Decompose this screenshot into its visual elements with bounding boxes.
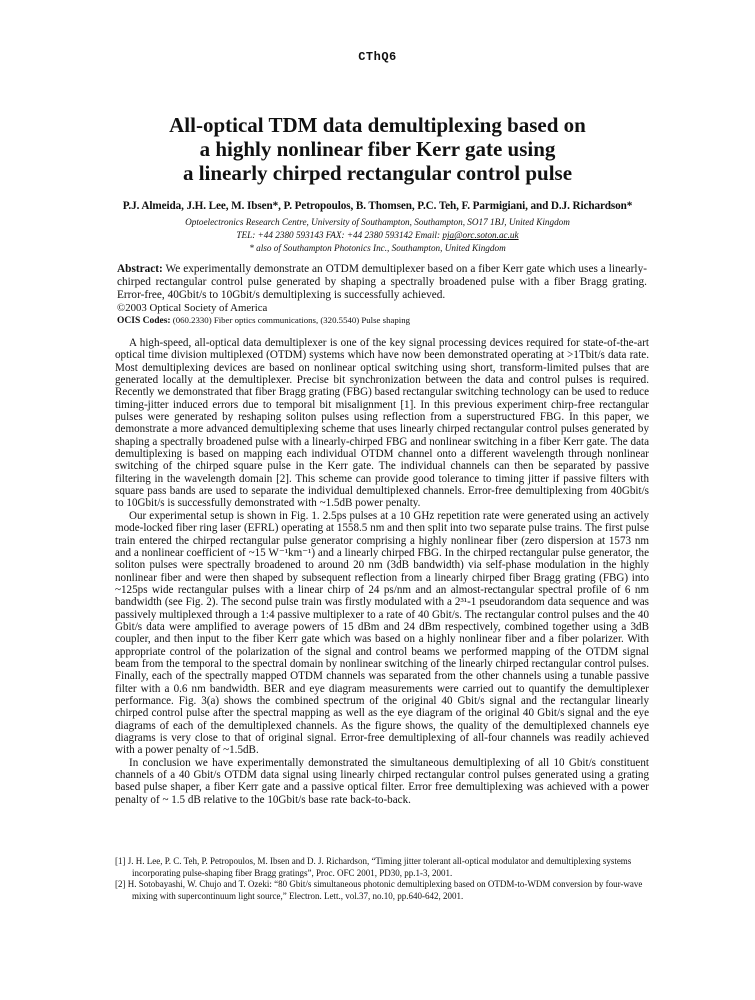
email-link[interactable]: pja@orc.soton.ac.uk [442, 230, 519, 240]
author-list: P.J. Almeida, J.H. Lee, M. Ibsen*, P. Petropoulos, B. Thomsen, P.C. Teh, F. Parmigiani, and D.J. Richardson* [122, 200, 633, 212]
reference-item: [1] J. H. Lee, P. C. Teh, P. Petropoulos, M. Ibsen and D. J. Richardson, “Timing jitter tolerant all-optical modulator and demultiplexing systems incorporating pulse-shaping fiber Bragg gratings”, Proc. OFC 2001, PD30, pp.1-3, 2001. [115, 856, 632, 878]
body-text [115, 337, 649, 806]
reference-item: [2] H. Sotobayashi, W. Chujo and T. Ozeki: “80 Gbit/s simultaneous photonic demultiplexing based on OTDM-to-WDM conversion by four-wave mixing with supercontinuum light source,” Electron. Lett., vol.37, no.10, pp.640-642, 2001. [115, 879, 643, 901]
secondary-affiliation: * also of Southampton Photonics Inc., Southampton, United Kingdom [249, 243, 506, 253]
paragraph-conclusion: In conclusion we have experimentally demonstrated the simultaneous demultiplexing of all 10 Gbit/s constituent channels of a 40 Gbit/s OTDM data signal using linearly chirped rectangular control pulses generated using a grating based pulse shaper, a fiber Kerr gate and a passive optical filter. Error free demultiplexing was achieved with a power penalty of ~ 1.5 dB relative to the 10Gbit/s base rate back-to-back. [115, 756, 649, 806]
ocis-label: OCIS Codes: [117, 316, 171, 326]
title-line: All-optical TDM data demultiplexing based on [169, 113, 586, 137]
paragraph-introduction: A high-speed, all-optical data demultiplexer is one of the key signal processing devices required for state-of-the-art optical time division multiplexed (OTDM) systems which have now been demonstrated operating at >1Tbit/s data rate. Most demultiplexing devices are based on nonlinear optical switching using short, transform-limited pulses that are generated locally at the demultiplexer. Precise bit synchronization between the data and control pulses is required. Recently we demonstrated that fiber Bragg grating (FBG) based rectangular switching technology can be used to reduce timing-jitter induced errors due to temporal bit misalignment [1]. In this previous experiment chirp-free rectangular pulses were generated by reshaping soliton pulses using reflection from a superstructured FBG. In this paper, we demonstrate a more advanced demultiplexing scheme that uses linearly chirped rectangular control pulses generated by shaping a spectrally broadened pulse with a linearly-chirped FBG and nonlinear switching in a fiber Kerr gate. The data demultiplexing is based on mapping each individual OTDM channel onto a different wavelength through nonlinear switching of the chirped square pulse in the Kerr gate. The individual channels can then be separated by passive filtering in the wavelength domain [2]. This scheme can provide good tolerance to timing jitter if passive filters with square pass bands are used to separate the individual demultiplexed channels. Error-free demultiplexing from 40Gbit/s to 10Gbit/s is successfully demonstrated with ~1.5dB power penalty. [115, 337, 649, 510]
ocis-codes [117, 315, 410, 326]
abstract-label: Abstract: [117, 263, 163, 275]
ocis-text: (060.2330) Fiber optics communications, (320.5540) Pulse shaping [170, 315, 411, 325]
abstract-text: We experimentally demonstrate an OTDM demultiplexer based on a fiber Kerr gate which uses a linearly-chirped rectangular control pulse generated by shaping a spectrally broadened pulse with a fiber Bragg grating. Error-free, 40Gbit/s to 10Gbit/s demultiplexing is successfully achieved. [117, 263, 647, 301]
contact-phone-fax: TEL: +44 2380 593143 FAX: +44 2380 593142 Email: [236, 230, 443, 240]
references [115, 856, 655, 902]
title-line: a highly nonlinear fiber Kerr gate using [199, 137, 556, 161]
contact-info [60, 229, 695, 242]
copyright: ©2003 Optical Society of America [117, 302, 268, 314]
paper-title [60, 113, 695, 185]
affiliation: Optoelectronics Research Centre, University of Southampton, Southampton, SO17 1BJ, United Kingdom [185, 217, 570, 227]
session-code: CThQ6 [358, 50, 397, 64]
abstract [117, 263, 647, 302]
title-line: a linearly chirped rectangular control pulse [182, 161, 573, 185]
paragraph-experiment: Our experimental setup is shown in Fig. 1. 2.5ps pulses at a 10 GHz repetition rate were generated using an actively mode-locked fiber ring laser (EFRL) operating at 1558.5 nm and then split into two separate pulse trains. The first pulse train entered the chirped rectangular pulse generator comprising a highly nonlinear fiber (zero dispersion at 1573 nm and a nonlinear coefficient of ~15 W⁻¹km⁻¹) and a linearly chirped FBG. In the chirped rectangular pulse generator, the soliton pulses were spectrally broadened to around 20 nm (3dB bandwidth) via self-phase modulation in the highly nonlinear fiber and were then shaped by subsequent reflection from a linearly chirped fiber Bragg grating (FBG) into ~125ps wide rectangular pulses with a linear chirp of 24 ps/nm and an almost-rectangular spectral profile of 6 nm bandwidth (see Fig. 2). The second pulse train was firstly modulated with a 2³¹-1 pseudorandom data sequence and was passively multiplexed through a 1:4 passive multiplexer to a rate of 40 Gbit/s. The rectangular control pulses and the 40 Gbit/s data were amplified to average powers of 15 dBm and 24 dBm respectively, combined together using a 3dB coupler, and then input to the fiber Kerr gate which was based on a highly nonlinear fiber and a fiber polarizer. With appropriate control of the polarization of the signal and control beams we performed mapping of the OTDM signal beam from the temporal to the spectral domain by nonlinear switching of the linearly chirped rectangular control pulses. Finally, each of the spectrally mapped OTDM channels was separated from the other channels using a tunable passive filter with a 0.6 nm bandwidth. BER and eye diagram measurements were carried out to quantify the demultiplexer performance. Fig. 3(a) shows the combined spectrum of the original 40 Gbit/s signal and the rectangular linearly chirped control pulse after the spectral mapping as well as the eye diagram of the original 40 Gbit/s signal and the eye diagrams of each of the demultiplexed channels. As the figure shows, the quality of the demultiplexed channels eye diagrams is very close to that of original signal. Error-free demultiplexing of all-four channels was readily achieved with a power penalty of ~1.5dB. [115, 509, 649, 757]
